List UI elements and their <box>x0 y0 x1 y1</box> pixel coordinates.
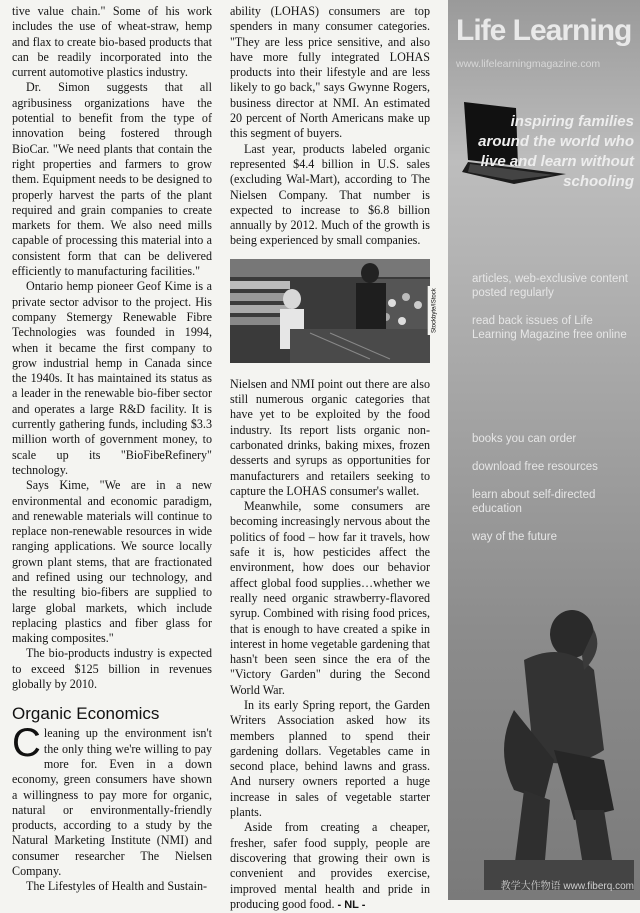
paragraph-text: leaning up the environment isn't the only thing we're willing to pay more for. Even in a down economy, green consumers have shown a willingness to pay more for organic, natural or environmentally-friendly products, according to a study by the Natural Marketing Institute (NMI) and consumer researcher The Nielsen Company. <box>12 726 212 879</box>
ad-feature-item: articles, web-exclusive content posted regularly <box>472 273 628 299</box>
paragraph <box>230 820 430 913</box>
ad-feature-item: read back issues of Life Learning Magazine free online <box>472 315 627 341</box>
grocery-photo <box>230 259 439 363</box>
thinker-statue-image <box>454 560 634 890</box>
ad-feature-item: way of the future <box>472 531 558 543</box>
paragraph: The bio-products industry is expected to exceed $125 billion in revenues globally by 2010. <box>12 646 212 692</box>
paragraph: Dr. Simon suggests that all agribusiness organizations have the potential to benefit from the type of innovation being fostered through BioCar. "We need plants that contain the right properties and farmers to grow them. Equipment needs to be designed to properly harvest the parts of the plant required and grain companies to create markets for them. We also need mills capable of processing this material into a consistent form that can be delivered efficiently to manufacturing facilities." <box>12 80 212 279</box>
paragraph: ability (LOHAS) consumers are top spenders in many consumer categories. "They are less price sensitive, and also have more fully integrated LOHAS products into their lifestyle and are less likely to go back," says Gwynne Rogers, business director at NMI. An estimated 20 percent of North Americans make up this segment of buyers. <box>230 4 430 141</box>
ad-feature-list <box>472 272 632 558</box>
section-heading: Organic Economics <box>12 704 160 724</box>
paragraph: Ontario hemp pioneer Geof Kime is a private sector advisor to the project. His company Stemergy Renewable Fibre Technologies was founded in 1994, when it became the first company to grow industrial hemp in Canada since the 1940s. It has maintained its status as a leader in the renewable bio-fiber sector and operates a large R&D facility. It is currently gathering funds, including $3.3 million worth of government money, to scale up its "BioFibeRefinery" technology. <box>12 279 212 477</box>
article-column-middle <box>230 4 439 913</box>
ad-url[interactable]: www.lifelearningmagazine.com <box>456 58 601 70</box>
ad-feature-item: books you can order <box>472 433 577 445</box>
paragraph: Last year, products labeled organic represented $4.4 billion in U.S. sales (excluding Wal-Mart), according to The Nielsen Company. That number is expected to increase to $6.8 billion annually by 2012. Much of the growth is being experienced by small companies. <box>230 141 430 248</box>
ad-title: Life Learning <box>456 14 632 47</box>
end-mark: - NL - <box>337 898 366 911</box>
ad-feature-item: download free resources <box>472 461 598 473</box>
paragraph: Says Kime, "We are in a new environmental and economic paradigm, and renewable materials will continue to replace non-renewable resources in wide ranging applications. We source locally grown plant stems, that are fractionated and refined using our technology, and the resulting bio-fibers are supplied to large global markets, which include replacing plastics and fiber glass for making composites." <box>12 478 212 646</box>
ad-feature-item: learn about self-directed education <box>472 489 596 515</box>
paragraph: In its early Spring report, the Garden Writers Association asked how its members planned to spend their gardening dollars. Vegetables came in second place, behind lawns and grass. And nursery owners reported a huge increase in sales of vegetable starter plants. <box>230 697 430 820</box>
watermark: 教学大作物语 www.fiberq.com <box>500 881 634 892</box>
ad-tagline: inspiring families around the world who live and learn without schooling <box>478 113 634 190</box>
paragraph-text: Aside from creating a cheaper, fresher, safer food supply, people are discovering that growing their own is convenient and provides exercise, improved mental health and pride in producing good food. <box>230 820 430 911</box>
photo-credit: Stockbyte/IStock <box>428 286 443 335</box>
paragraph: The Lifestyles of Health and Sustain- <box>26 879 208 894</box>
drop-cap: C <box>12 721 41 766</box>
grocery-store-image <box>230 259 430 363</box>
paragraph: Nielsen and NMI point out there are also still numerous organic categories that have yet to be exploited by the food industry. Its report lists organic non-carbonated drinks, baking mixes, frozen desserts and syrups as opportunities for manufacturers and retailers seeking to capture the LOHAS consumer's wallet. <box>230 376 430 498</box>
paragraph: tive value chain." Some of his work includes the use of wheat-straw, hemp and flax to create bio-based products that can be readily incorporated into the current automotive plastics industry. <box>12 4 212 80</box>
life-learning-ad[interactable] <box>448 0 640 900</box>
paragraph: Meanwhile, some consumers are becoming increasingly nervous about the politics of food – how far it travels, how safe it is, how pesticides affect the environment, how does our behavior affect global food supplies…whether we really need organic strawberry-flavored syrup. Combined with rising food prices, that is enough to have created a spike in interest in home vegetable gardening that hasn't been seen since the era of the "Victory Garden" during the Second World War. <box>230 499 430 697</box>
paragraph <box>12 721 212 879</box>
article-column-left <box>12 4 212 895</box>
